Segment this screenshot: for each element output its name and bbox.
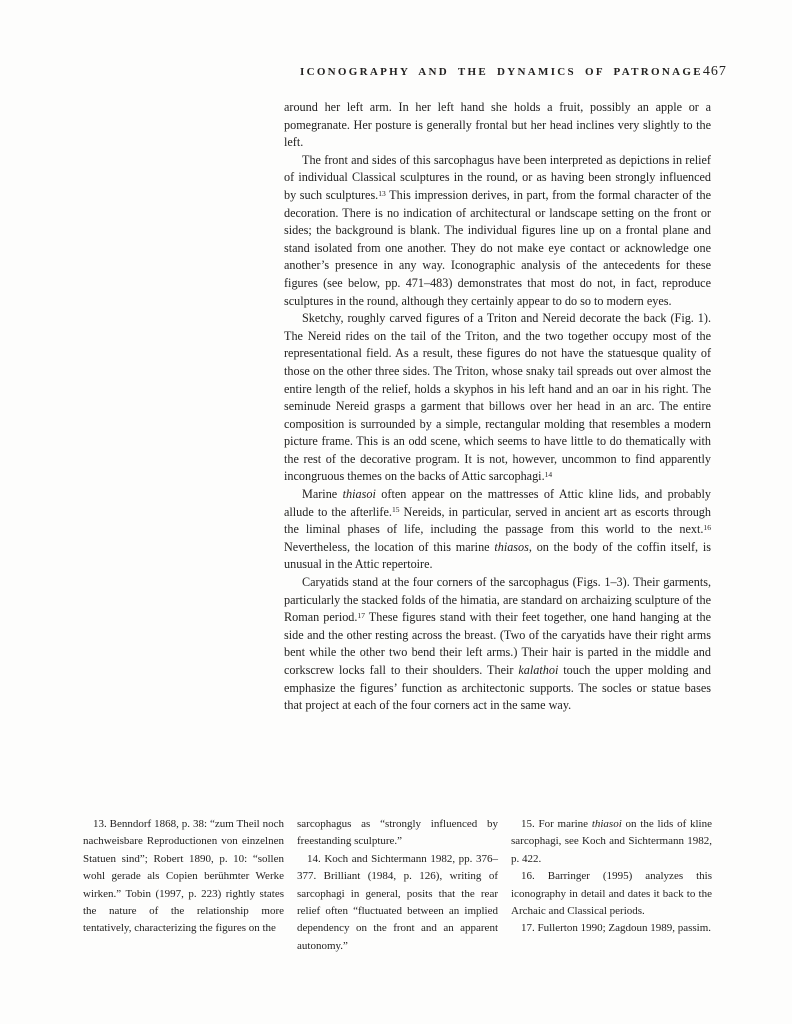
text-run: 14. Koch and Sichtermann 1982, pp. 376–377. Brilliant (1984, p. 126), writing of sarcophagi in general, posits that the rear relief often “fluctuated between an implied dependency on the front and an apparent autonomy.” <box>297 852 498 952</box>
body-paragraph-1 <box>284 99 711 152</box>
text-run: These figures stand with their feet together, one hand hanging at the side and the other resting across the breast. (Two of the caryatids have their right arms bent while the other two bend their left arms.) Their hair is parted in the middle and corkscrew locks fall to their shoulders. Their <box>284 610 711 677</box>
text-run: sarcophagus as “strongly influenced by freestanding sculpture.” <box>297 818 498 848</box>
footnote-14 <box>297 851 498 955</box>
footnote-reference: 15 <box>391 505 400 515</box>
text-run: Marine <box>302 487 343 502</box>
footnote-reference: 17 <box>357 610 365 620</box>
italic-term: thiasoi <box>591 818 622 830</box>
body-paragraph-5 <box>284 574 711 715</box>
text-run: , on the body of the coffin itself, is unusual in the Attic repertoire. <box>284 539 711 572</box>
text-run: Nevertheless, the location of this marine <box>284 539 495 554</box>
body-paragraph-2 <box>284 152 711 310</box>
text-run: touch the upper molding and emphasize the figures’ function as architectonic supports. The socles or statue bases that project at each of the four corners act in the same way. <box>284 663 711 713</box>
footnote-15 <box>511 816 712 868</box>
text-run: This impression derives, in part, from the formal character of the decoration. There is no indication of architectural or landscape setting on the front or sides; the background is blank. The individual figures line up on a frontal plane and stand isolated from one another. They do not make eye contact or acknowledge one another’s presence in any way. Iconographic analysis of the antecedents for these figures (see below, pp. 471–483) demonstrates that most do not, in fact, reproduce sculptures in the round, although they certainly appear to do so to modern eyes. <box>284 187 711 308</box>
footnote-16 <box>511 868 712 920</box>
text-run: 17. Fullerton 1990; Zagdoun 1989, passim. <box>521 922 712 935</box>
running-head <box>300 64 727 80</box>
footnote-reference: 14 <box>544 470 553 480</box>
footnotes-section <box>83 816 711 955</box>
footnote-column-1 <box>83 816 284 955</box>
text-run: often appear on the mattresses of Attic kline lids, and probably allude to the afterlife. <box>284 487 711 519</box>
footnote-17 <box>511 920 712 937</box>
text-run: on the lids of kline sarcophagi, see Koch and Sichtermann 1982, p. 422. <box>511 818 712 865</box>
italic-term: kalathoi <box>518 663 559 677</box>
running-title: ICONOGRAPHY AND THE DYNAMICS OF PATRONAGE <box>300 66 703 78</box>
footnote-column-3 <box>511 816 712 955</box>
text-run: 15. For marine <box>521 818 592 830</box>
text-run: 13. Benndorf 1868, p. 38: “zum Theil noch nachweisbare Reproductionen von einzelnen Statuen sind”; Robert 1890, p. 10: “sollen wohl gerade als Copien berühmter Werke wirken.” Tobin (1997, p. 223) rightly states the nature of the relationship more tentatively, characterizing the figures on the <box>83 818 284 935</box>
footnote-reference: 16 <box>703 522 711 532</box>
text-run: The front and sides of this sarcophagus have been interpreted as depictions in relief of individual Classical sculptures in the round, or as having been strongly influenced by such sculptures. <box>284 152 711 202</box>
footnote-13 <box>83 816 284 938</box>
footnote-column-2 <box>297 816 498 955</box>
text-run: Caryatids stand at the four corners of the sarcophagus (Figs. 1–3). Their garments, particularly the stacked folds of the himatia, are standard on archaizing sculpture of the Roman period. <box>284 575 711 625</box>
italic-term: thiasoi <box>342 487 376 502</box>
text-run: Sketchy, roughly carved figures of a Triton and Nereid decorate the back (Fig. 1). The Nereid rides on the tail of the Triton, and the two together occupy most of the representational field. As a result, these figures do not have the statuesque quality of those on the other three sides. The Triton, whose snaky tail spreads out over almost the entire length of the relief, holds a skyphos in his left hand and an oar in his right. The seminude Nereid grasps a garment that billows over her head in an arc. The entire composition is surrounded by a simple, rectangular molding that resembles a modern picture frame. This is an odd scene, which seems to have little to do thematically with the rest of the decorative program. It is not, however, uncommon to find apparently incongruous themes on the backs of Attic sarcophagi. <box>284 311 711 484</box>
body-paragraph-4 <box>284 486 711 574</box>
italic-term: thiasos <box>494 539 529 554</box>
body-paragraph-3 <box>284 310 711 486</box>
text-run: around her left arm. In her left hand she holds a fruit, possibly an apple or a pomegranate. Her posture is generally frontal but her head inclines very slightly to the left. <box>284 100 711 150</box>
footnote-13-continuation <box>297 816 498 851</box>
page-content <box>0 99 792 955</box>
body-text-column <box>284 99 711 816</box>
text-run: 16. Barringer (1995) analyzes this iconography in detail and dates it back to the Archaic and Classical periods. <box>511 870 712 918</box>
footnote-reference: 13 <box>378 188 386 198</box>
text-run: Nereids, in particular, served in ancient art as escorts through the liminal phases of life, including the passage from this world to the next. <box>284 504 711 537</box>
page-number: 467 <box>702 64 727 79</box>
